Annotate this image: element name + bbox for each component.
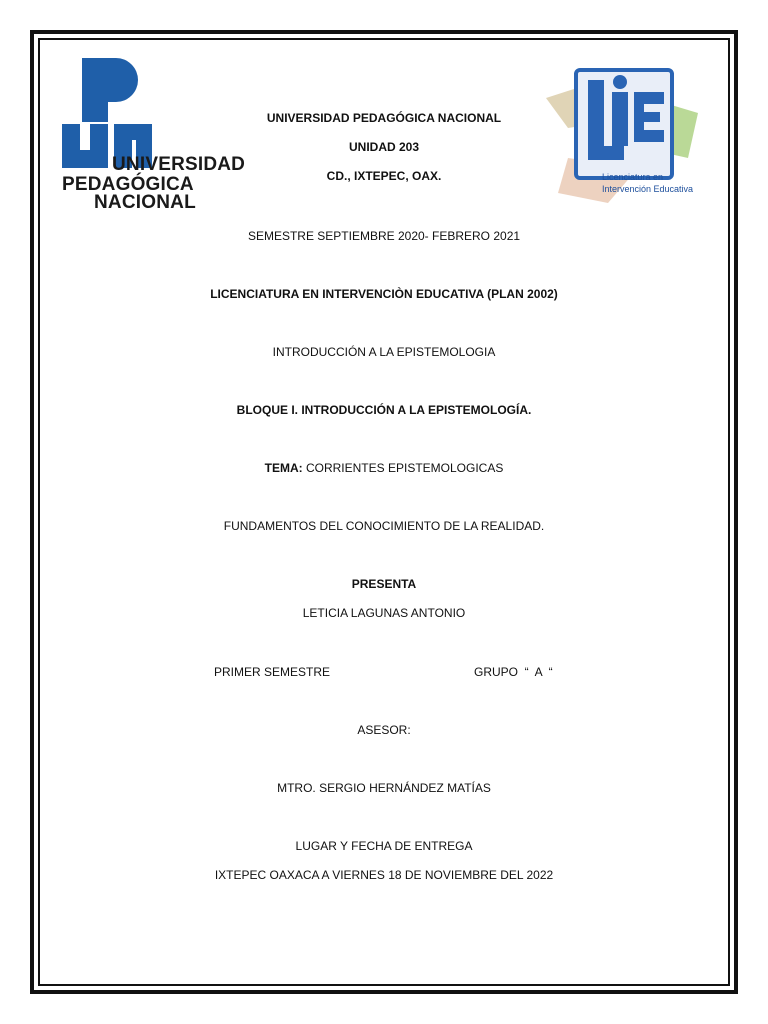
delivery-label: LUGAR Y FECHA DE ENTREGA (295, 839, 473, 853)
course-name: INTRODUCCIÓN A LA EPISTEMOLOGIA (272, 345, 496, 359)
upn-logo (60, 58, 246, 213)
semester-period: SEMESTRE SEPTIEMBRE 2020- FEBRERO 2021 (247, 229, 521, 243)
unit-name: UNIDAD 203 (348, 140, 420, 154)
lie-logo (538, 58, 710, 208)
lie-caption-2: Intervención Educativa (602, 184, 694, 194)
block-name: BLOQUE I. INTRODUCCIÓN A LA EPISTEMOLOGÍA. (236, 403, 532, 417)
upn-logo-text-3: NACIONAL (94, 192, 196, 213)
advisor-name: MTRO. SERGIO HERNÁNDEZ MATÍAS (277, 781, 491, 795)
topic-label: TEMA: (264, 461, 303, 475)
upn-logo-text-2: PEDAGÓGICA (62, 174, 194, 195)
subtitle: FUNDAMENTOS DEL CONOCIMIENTO DE LA REALIDAD. (223, 519, 545, 533)
delivery-value: IXTEPEC OAXACA A VIERNES 18 DE NOVIEMBRE DEL 2022 (214, 868, 554, 882)
upn-logo-text-1: UNIVERSIDAD (112, 154, 246, 175)
presenter-label: PRESENTA (351, 577, 417, 591)
city-name: CD., IXTEPEC, OAX. (326, 169, 442, 183)
group-label: GRUPO “ A “ (474, 665, 553, 679)
advisor-label: ASESOR: (357, 723, 411, 737)
presenter-name: LETICIA LAGUNAS ANTONIO (302, 606, 466, 620)
lie-caption-1: Licenciatura en (602, 172, 664, 182)
semester-level: PRIMER SEMESTRE (214, 665, 331, 679)
university-name: UNIVERSIDAD PEDAGÓGICA NACIONAL (266, 111, 502, 125)
degree-name: LICENCIATURA EN INTERVENCIÒN EDUCATIVA (PLAN 2002) (210, 287, 558, 301)
topic-value: CORRIENTES EPISTEMOLOGICAS (302, 461, 504, 475)
topic-line (0, 460, 768, 476)
